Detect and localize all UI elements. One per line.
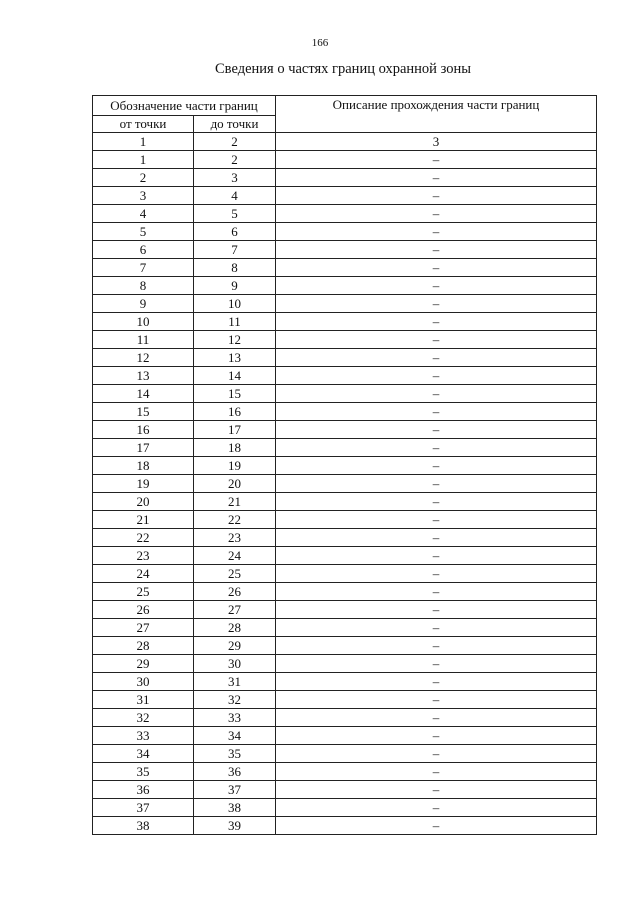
description-cell: – bbox=[276, 169, 597, 187]
table-row bbox=[93, 367, 597, 385]
to-point-cell: 35 bbox=[194, 745, 276, 763]
from-point-cell: 15 bbox=[93, 403, 194, 421]
to-point-cell: 5 bbox=[194, 205, 276, 223]
to-point-cell: 21 bbox=[194, 493, 276, 511]
description-cell: – bbox=[276, 457, 597, 475]
table-row bbox=[93, 511, 597, 529]
description-cell: – bbox=[276, 331, 597, 349]
to-point-cell: 37 bbox=[194, 781, 276, 799]
to-point-cell: 33 bbox=[194, 709, 276, 727]
table-row bbox=[93, 223, 597, 241]
table-row bbox=[93, 655, 597, 673]
to-point-cell: 29 bbox=[194, 637, 276, 655]
document-title: Сведения о частях границ охранной зоны bbox=[215, 61, 471, 77]
from-point-cell: 16 bbox=[93, 421, 194, 439]
to-point-cell: 8 bbox=[194, 259, 276, 277]
from-point-cell: 24 bbox=[93, 565, 194, 583]
from-point-cell: 9 bbox=[93, 295, 194, 313]
table-row bbox=[93, 619, 597, 637]
table-row bbox=[93, 241, 597, 259]
column-number-from: 1 bbox=[93, 133, 194, 151]
from-point-cell: 5 bbox=[93, 223, 194, 241]
to-point-cell: 32 bbox=[194, 691, 276, 709]
from-point-cell: 26 bbox=[93, 601, 194, 619]
description-cell: – bbox=[276, 367, 597, 385]
from-point-cell: 34 bbox=[93, 745, 194, 763]
boundary-parts-table bbox=[92, 95, 597, 835]
table-row bbox=[93, 727, 597, 745]
table-row bbox=[93, 439, 597, 457]
page-number: 166 bbox=[311, 37, 329, 49]
to-point-cell: 38 bbox=[194, 799, 276, 817]
table-row bbox=[93, 565, 597, 583]
to-point-cell: 3 bbox=[194, 169, 276, 187]
from-point-cell: 4 bbox=[93, 205, 194, 223]
table-row bbox=[93, 673, 597, 691]
from-point-cell: 13 bbox=[93, 367, 194, 385]
header-boundary-part-designation: Обозначение части границ bbox=[93, 96, 276, 116]
to-point-cell: 25 bbox=[194, 565, 276, 583]
from-point-cell: 32 bbox=[93, 709, 194, 727]
description-cell: – bbox=[276, 673, 597, 691]
description-cell: – bbox=[276, 475, 597, 493]
from-point-cell: 17 bbox=[93, 439, 194, 457]
table-row bbox=[93, 817, 597, 835]
to-point-cell: 9 bbox=[194, 277, 276, 295]
table-row bbox=[93, 583, 597, 601]
table-row bbox=[93, 601, 597, 619]
description-cell: – bbox=[276, 727, 597, 745]
description-cell: – bbox=[276, 709, 597, 727]
table-row bbox=[93, 259, 597, 277]
to-point-cell: 13 bbox=[194, 349, 276, 367]
table-row bbox=[93, 187, 597, 205]
from-point-cell: 31 bbox=[93, 691, 194, 709]
description-cell: – bbox=[276, 763, 597, 781]
from-point-cell: 20 bbox=[93, 493, 194, 511]
to-point-cell: 26 bbox=[194, 583, 276, 601]
table-row bbox=[93, 493, 597, 511]
from-point-cell: 36 bbox=[93, 781, 194, 799]
description-cell: – bbox=[276, 385, 597, 403]
table-row bbox=[93, 475, 597, 493]
table-row bbox=[93, 547, 597, 565]
from-point-cell: 29 bbox=[93, 655, 194, 673]
column-number-to: 2 bbox=[194, 133, 276, 151]
from-point-cell: 19 bbox=[93, 475, 194, 493]
from-point-cell: 33 bbox=[93, 727, 194, 745]
table-row bbox=[93, 313, 597, 331]
to-point-cell: 22 bbox=[194, 511, 276, 529]
description-cell: – bbox=[276, 205, 597, 223]
description-cell: – bbox=[276, 601, 597, 619]
table-row bbox=[93, 799, 597, 817]
from-point-cell: 2 bbox=[93, 169, 194, 187]
description-cell: – bbox=[276, 421, 597, 439]
from-point-cell: 14 bbox=[93, 385, 194, 403]
description-cell: – bbox=[276, 745, 597, 763]
column-number-description: 3 bbox=[276, 133, 597, 151]
table-row bbox=[93, 277, 597, 295]
description-cell: – bbox=[276, 799, 597, 817]
to-point-cell: 18 bbox=[194, 439, 276, 457]
from-point-cell: 21 bbox=[93, 511, 194, 529]
description-cell: – bbox=[276, 277, 597, 295]
to-point-cell: 20 bbox=[194, 475, 276, 493]
from-point-cell: 1 bbox=[93, 151, 194, 169]
description-cell: – bbox=[276, 565, 597, 583]
description-cell: – bbox=[276, 241, 597, 259]
to-point-cell: 36 bbox=[194, 763, 276, 781]
table-row bbox=[93, 691, 597, 709]
to-point-cell: 31 bbox=[194, 673, 276, 691]
table-row bbox=[93, 709, 597, 727]
description-cell: – bbox=[276, 493, 597, 511]
to-point-cell: 7 bbox=[194, 241, 276, 259]
to-point-cell: 34 bbox=[194, 727, 276, 745]
from-point-cell: 6 bbox=[93, 241, 194, 259]
table-row bbox=[93, 421, 597, 439]
description-cell: – bbox=[276, 511, 597, 529]
to-point-cell: 11 bbox=[194, 313, 276, 331]
table-row bbox=[93, 781, 597, 799]
description-cell: – bbox=[276, 655, 597, 673]
header-from-point: от точки bbox=[93, 116, 194, 133]
from-point-cell: 10 bbox=[93, 313, 194, 331]
to-point-cell: 14 bbox=[194, 367, 276, 385]
description-cell: – bbox=[276, 187, 597, 205]
from-point-cell: 7 bbox=[93, 259, 194, 277]
from-point-cell: 22 bbox=[93, 529, 194, 547]
to-point-cell: 24 bbox=[194, 547, 276, 565]
to-point-cell: 12 bbox=[194, 331, 276, 349]
to-point-cell: 27 bbox=[194, 601, 276, 619]
to-point-cell: 17 bbox=[194, 421, 276, 439]
from-point-cell: 3 bbox=[93, 187, 194, 205]
from-point-cell: 28 bbox=[93, 637, 194, 655]
table-row bbox=[93, 385, 597, 403]
from-point-cell: 35 bbox=[93, 763, 194, 781]
description-cell: – bbox=[276, 619, 597, 637]
to-point-cell: 30 bbox=[194, 655, 276, 673]
table-row bbox=[93, 205, 597, 223]
description-cell: – bbox=[276, 691, 597, 709]
to-point-cell: 2 bbox=[194, 151, 276, 169]
from-point-cell: 30 bbox=[93, 673, 194, 691]
description-cell: – bbox=[276, 295, 597, 313]
to-point-cell: 15 bbox=[194, 385, 276, 403]
to-point-cell: 19 bbox=[194, 457, 276, 475]
to-point-cell: 28 bbox=[194, 619, 276, 637]
description-cell: – bbox=[276, 403, 597, 421]
table-body bbox=[93, 151, 597, 835]
table-row bbox=[93, 745, 597, 763]
to-point-cell: 10 bbox=[194, 295, 276, 313]
table-row bbox=[93, 637, 597, 655]
description-cell: – bbox=[276, 781, 597, 799]
from-point-cell: 12 bbox=[93, 349, 194, 367]
to-point-cell: 39 bbox=[194, 817, 276, 835]
header-boundary-description: Описание прохождения части границ bbox=[276, 96, 597, 133]
from-point-cell: 8 bbox=[93, 277, 194, 295]
table-row bbox=[93, 529, 597, 547]
description-cell: – bbox=[276, 259, 597, 277]
description-cell: – bbox=[276, 547, 597, 565]
from-point-cell: 18 bbox=[93, 457, 194, 475]
description-cell: – bbox=[276, 637, 597, 655]
to-point-cell: 6 bbox=[194, 223, 276, 241]
to-point-cell: 16 bbox=[194, 403, 276, 421]
table-row bbox=[93, 349, 597, 367]
description-cell: – bbox=[276, 349, 597, 367]
table-row bbox=[93, 295, 597, 313]
description-cell: – bbox=[276, 439, 597, 457]
description-cell: – bbox=[276, 529, 597, 547]
description-cell: – bbox=[276, 223, 597, 241]
table-row bbox=[93, 331, 597, 349]
header-to-point: до точки bbox=[194, 116, 276, 133]
description-cell: – bbox=[276, 151, 597, 169]
description-cell: – bbox=[276, 583, 597, 601]
from-point-cell: 23 bbox=[93, 547, 194, 565]
table-row bbox=[93, 169, 597, 187]
table-row bbox=[93, 457, 597, 475]
description-cell: – bbox=[276, 313, 597, 331]
table-row bbox=[93, 151, 597, 169]
to-point-cell: 4 bbox=[194, 187, 276, 205]
to-point-cell: 23 bbox=[194, 529, 276, 547]
table-row bbox=[93, 763, 597, 781]
description-cell: – bbox=[276, 817, 597, 835]
from-point-cell: 25 bbox=[93, 583, 194, 601]
from-point-cell: 11 bbox=[93, 331, 194, 349]
table-row bbox=[93, 403, 597, 421]
from-point-cell: 38 bbox=[93, 817, 194, 835]
from-point-cell: 27 bbox=[93, 619, 194, 637]
from-point-cell: 37 bbox=[93, 799, 194, 817]
